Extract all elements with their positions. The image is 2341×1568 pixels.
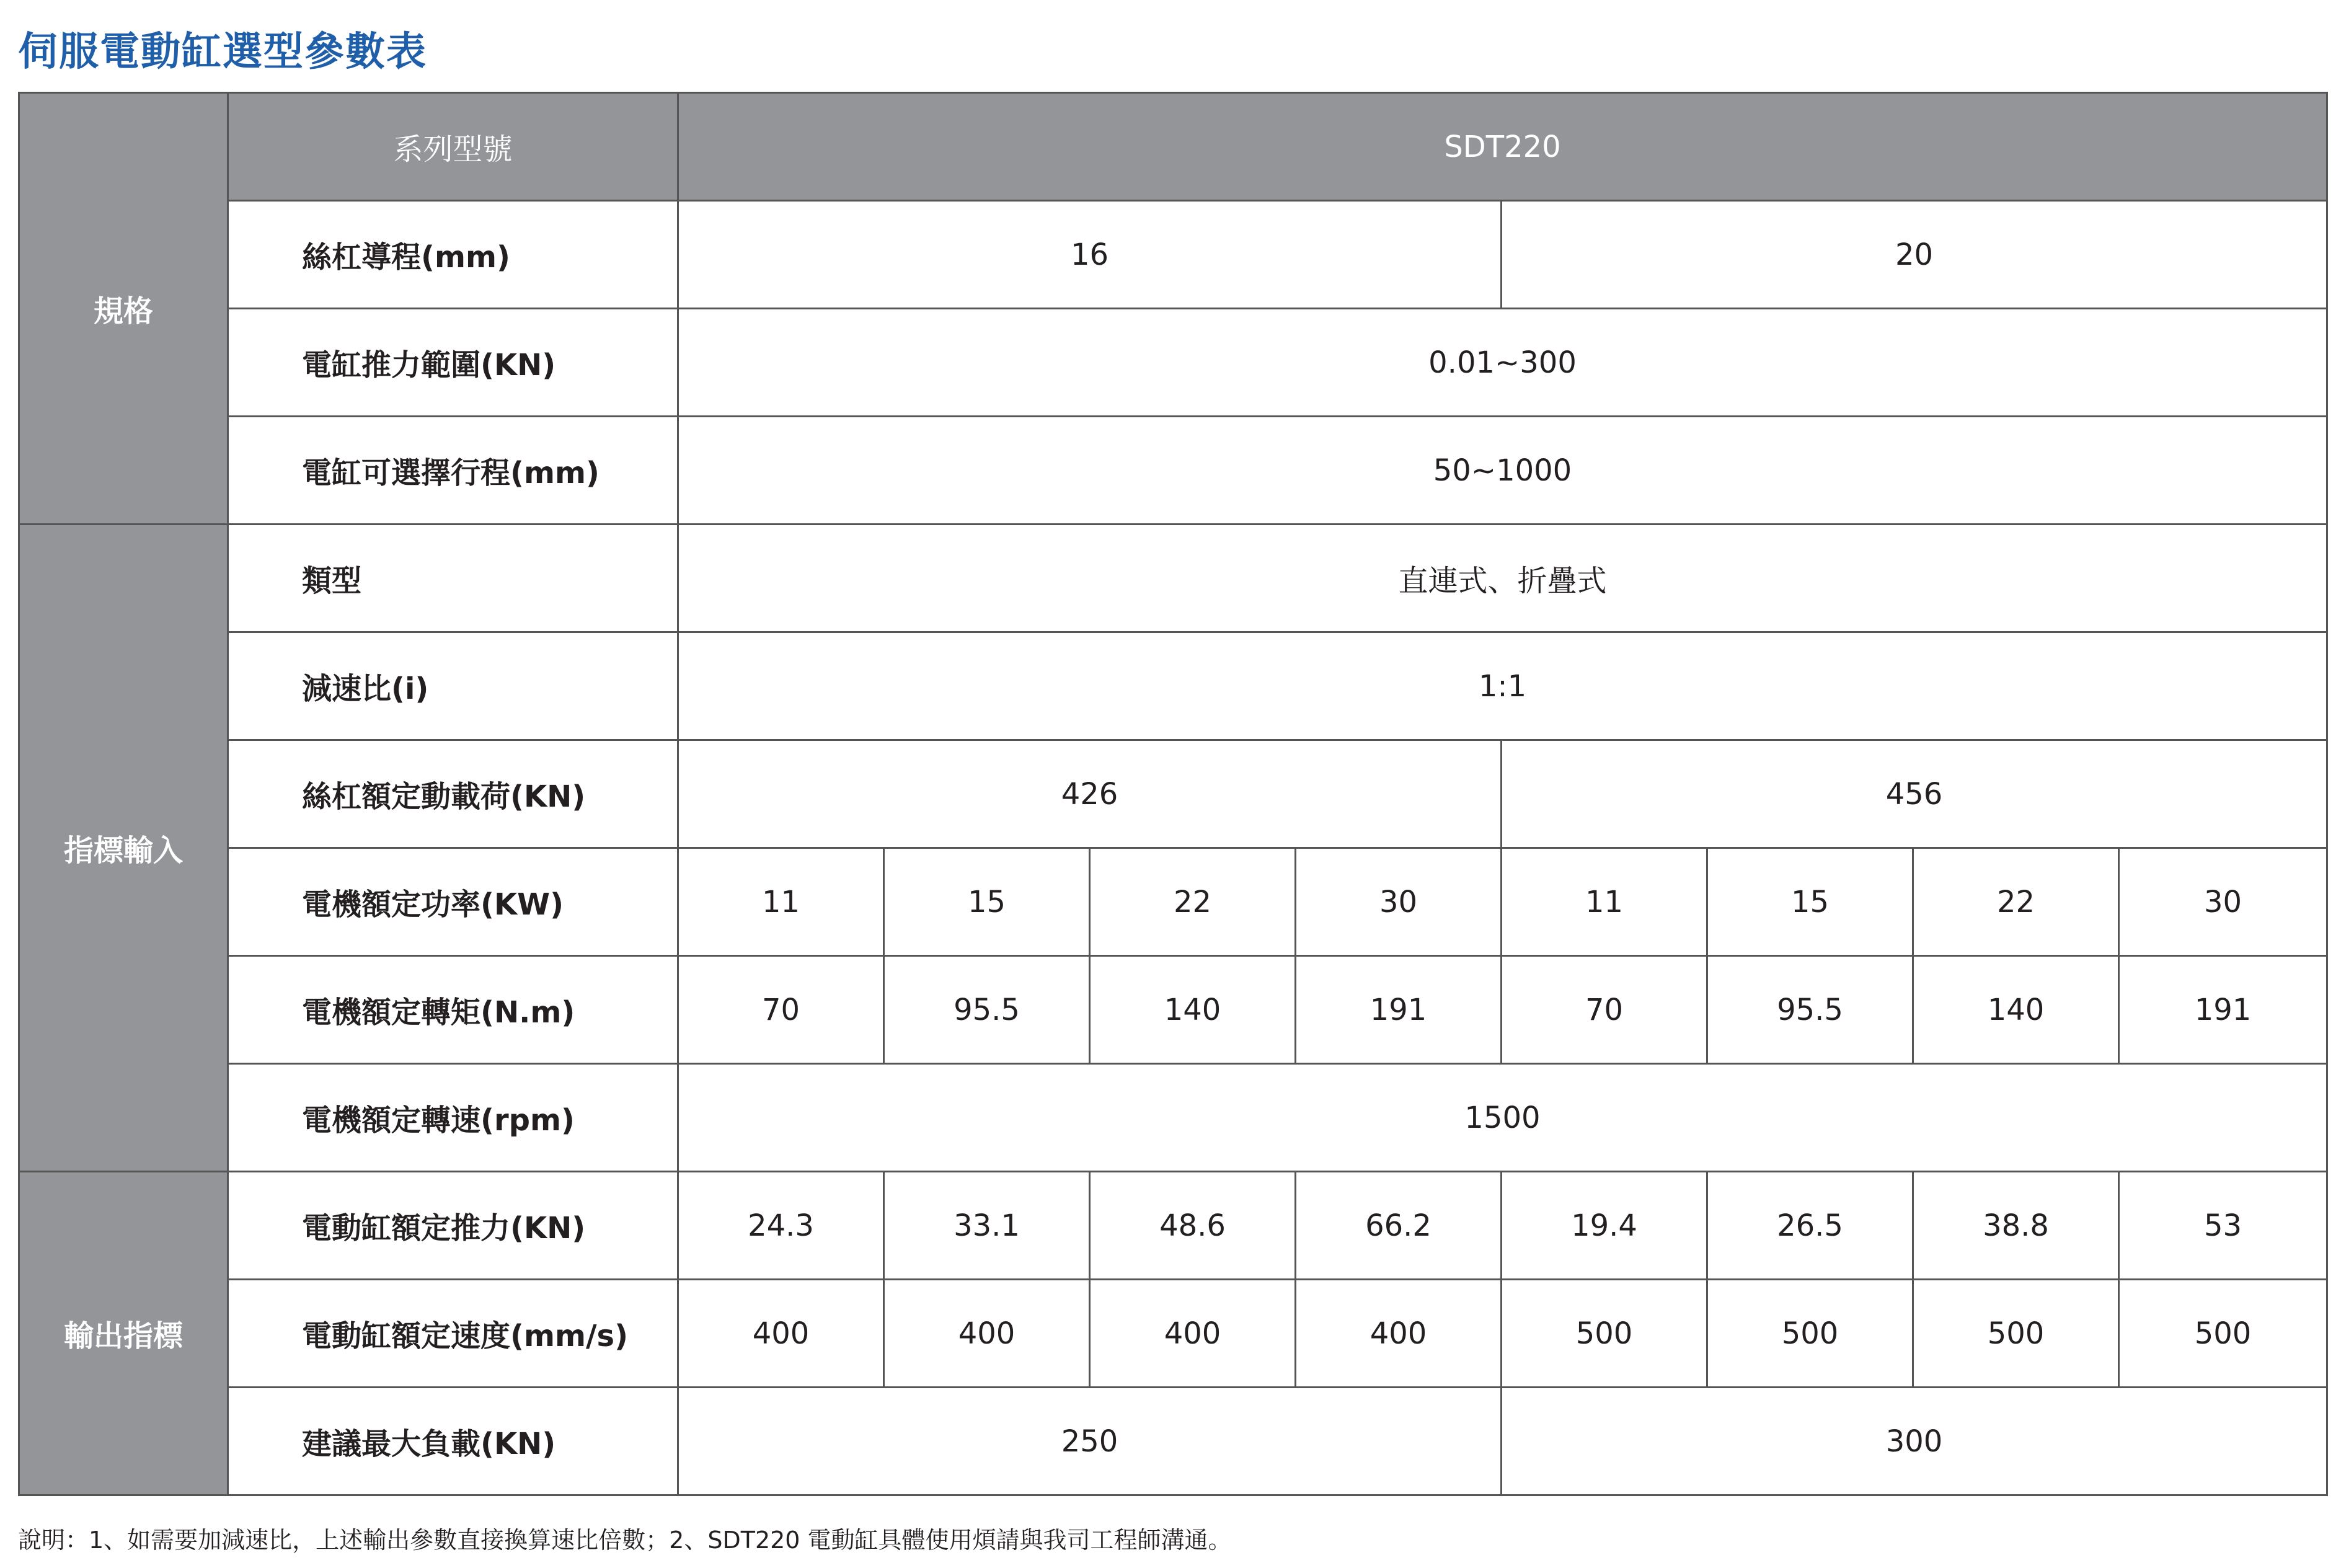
row-thrust-range <box>19 309 2327 417</box>
row-stroke <box>19 417 2327 525</box>
param-label: 減速比(i) <box>228 632 678 740</box>
param-label: 電缸可選擇行程(mm) <box>228 417 678 525</box>
param-label: 電動缸額定推力(KN) <box>228 1172 678 1280</box>
param-label: 類型 <box>228 525 678 632</box>
value-cell: 11 <box>1502 848 1707 956</box>
param-label: 絲杠額定動載荷(KN) <box>228 740 678 848</box>
row-rated-thrust <box>19 1172 2327 1280</box>
value-cell: 400 <box>678 1280 884 1388</box>
row-ratio <box>19 632 2327 740</box>
row-motor-speed <box>19 1064 2327 1172</box>
page-title: 伺服電動缸選型參數表 <box>18 29 427 75</box>
value-cell: 30 <box>2119 848 2327 956</box>
footnote: 說明：1、如需要加減速比，上述輸出參數直接換算速比倍數；2、SDT220 電動缸具體使用煩請與我司工程師溝通。 <box>18 1526 1232 1554</box>
value-cell: 15 <box>1707 848 1913 956</box>
value-cell: 70 <box>1502 956 1707 1064</box>
value-cell: 456 <box>1502 740 2327 848</box>
value-cell: 500 <box>1913 1280 2119 1388</box>
value-cell: 53 <box>2119 1172 2327 1280</box>
value-cell: 191 <box>2119 956 2327 1064</box>
param-label: 電動缸額定速度(mm/s) <box>228 1280 678 1388</box>
row-lead <box>19 201 2327 309</box>
value-cell: 300 <box>1502 1388 2327 1495</box>
value-cell: 0.01~300 <box>678 309 2327 417</box>
value-cell: 38.8 <box>1913 1172 2119 1280</box>
param-label: 電機額定轉矩(N.m) <box>228 956 678 1064</box>
row-motor-power <box>19 848 2327 956</box>
value-cell: 66.2 <box>1296 1172 1502 1280</box>
value-cell: 22 <box>1913 848 2119 956</box>
value-cell: 95.5 <box>884 956 1090 1064</box>
header-row <box>19 93 2327 201</box>
group-input: 指標輸入 <box>19 525 228 1172</box>
value-cell: 1:1 <box>678 632 2327 740</box>
value-cell: 191 <box>1296 956 1502 1064</box>
value-cell: 50~1000 <box>678 417 2327 525</box>
row-max-load <box>19 1388 2327 1495</box>
row-type <box>19 525 2327 632</box>
row-motor-torque <box>19 956 2327 1064</box>
header-model: SDT220 <box>678 93 2327 201</box>
group-spec: 規格 <box>19 93 228 525</box>
value-cell: 500 <box>1502 1280 1707 1388</box>
value-cell: 24.3 <box>678 1172 884 1280</box>
header-series-label: 系列型號 <box>228 93 678 201</box>
value-cell: 直連式、折疊式 <box>678 525 2327 632</box>
value-cell: 426 <box>678 740 1502 848</box>
param-label: 電缸推力範圍(KN) <box>228 309 678 417</box>
value-cell: 33.1 <box>884 1172 1090 1280</box>
value-cell: 19.4 <box>1502 1172 1707 1280</box>
row-rated-speed <box>19 1280 2327 1388</box>
value-cell: 70 <box>678 956 884 1064</box>
row-dynamic-load <box>19 740 2327 848</box>
value-cell: 250 <box>678 1388 1502 1495</box>
spec-table <box>18 92 2328 1496</box>
value-cell: 400 <box>1090 1280 1296 1388</box>
value-cell: 15 <box>884 848 1090 956</box>
param-label: 電機額定轉速(rpm) <box>228 1064 678 1172</box>
value-cell: 22 <box>1090 848 1296 956</box>
value-cell: 1500 <box>678 1064 2327 1172</box>
value-cell: 95.5 <box>1707 956 1913 1064</box>
group-output: 輸出指標 <box>19 1172 228 1495</box>
value-cell: 16 <box>678 201 1502 309</box>
value-cell: 20 <box>1502 201 2327 309</box>
param-label: 絲杠導程(mm) <box>228 201 678 309</box>
value-cell: 140 <box>1090 956 1296 1064</box>
value-cell: 30 <box>1296 848 1502 956</box>
value-cell: 140 <box>1913 956 2119 1064</box>
param-label: 建議最大負載(KN) <box>228 1388 678 1495</box>
param-label: 電機額定功率(KW) <box>228 848 678 956</box>
value-cell: 26.5 <box>1707 1172 1913 1280</box>
value-cell: 500 <box>1707 1280 1913 1388</box>
value-cell: 500 <box>2119 1280 2327 1388</box>
value-cell: 400 <box>884 1280 1090 1388</box>
value-cell: 11 <box>678 848 884 956</box>
value-cell: 400 <box>1296 1280 1502 1388</box>
value-cell: 48.6 <box>1090 1172 1296 1280</box>
